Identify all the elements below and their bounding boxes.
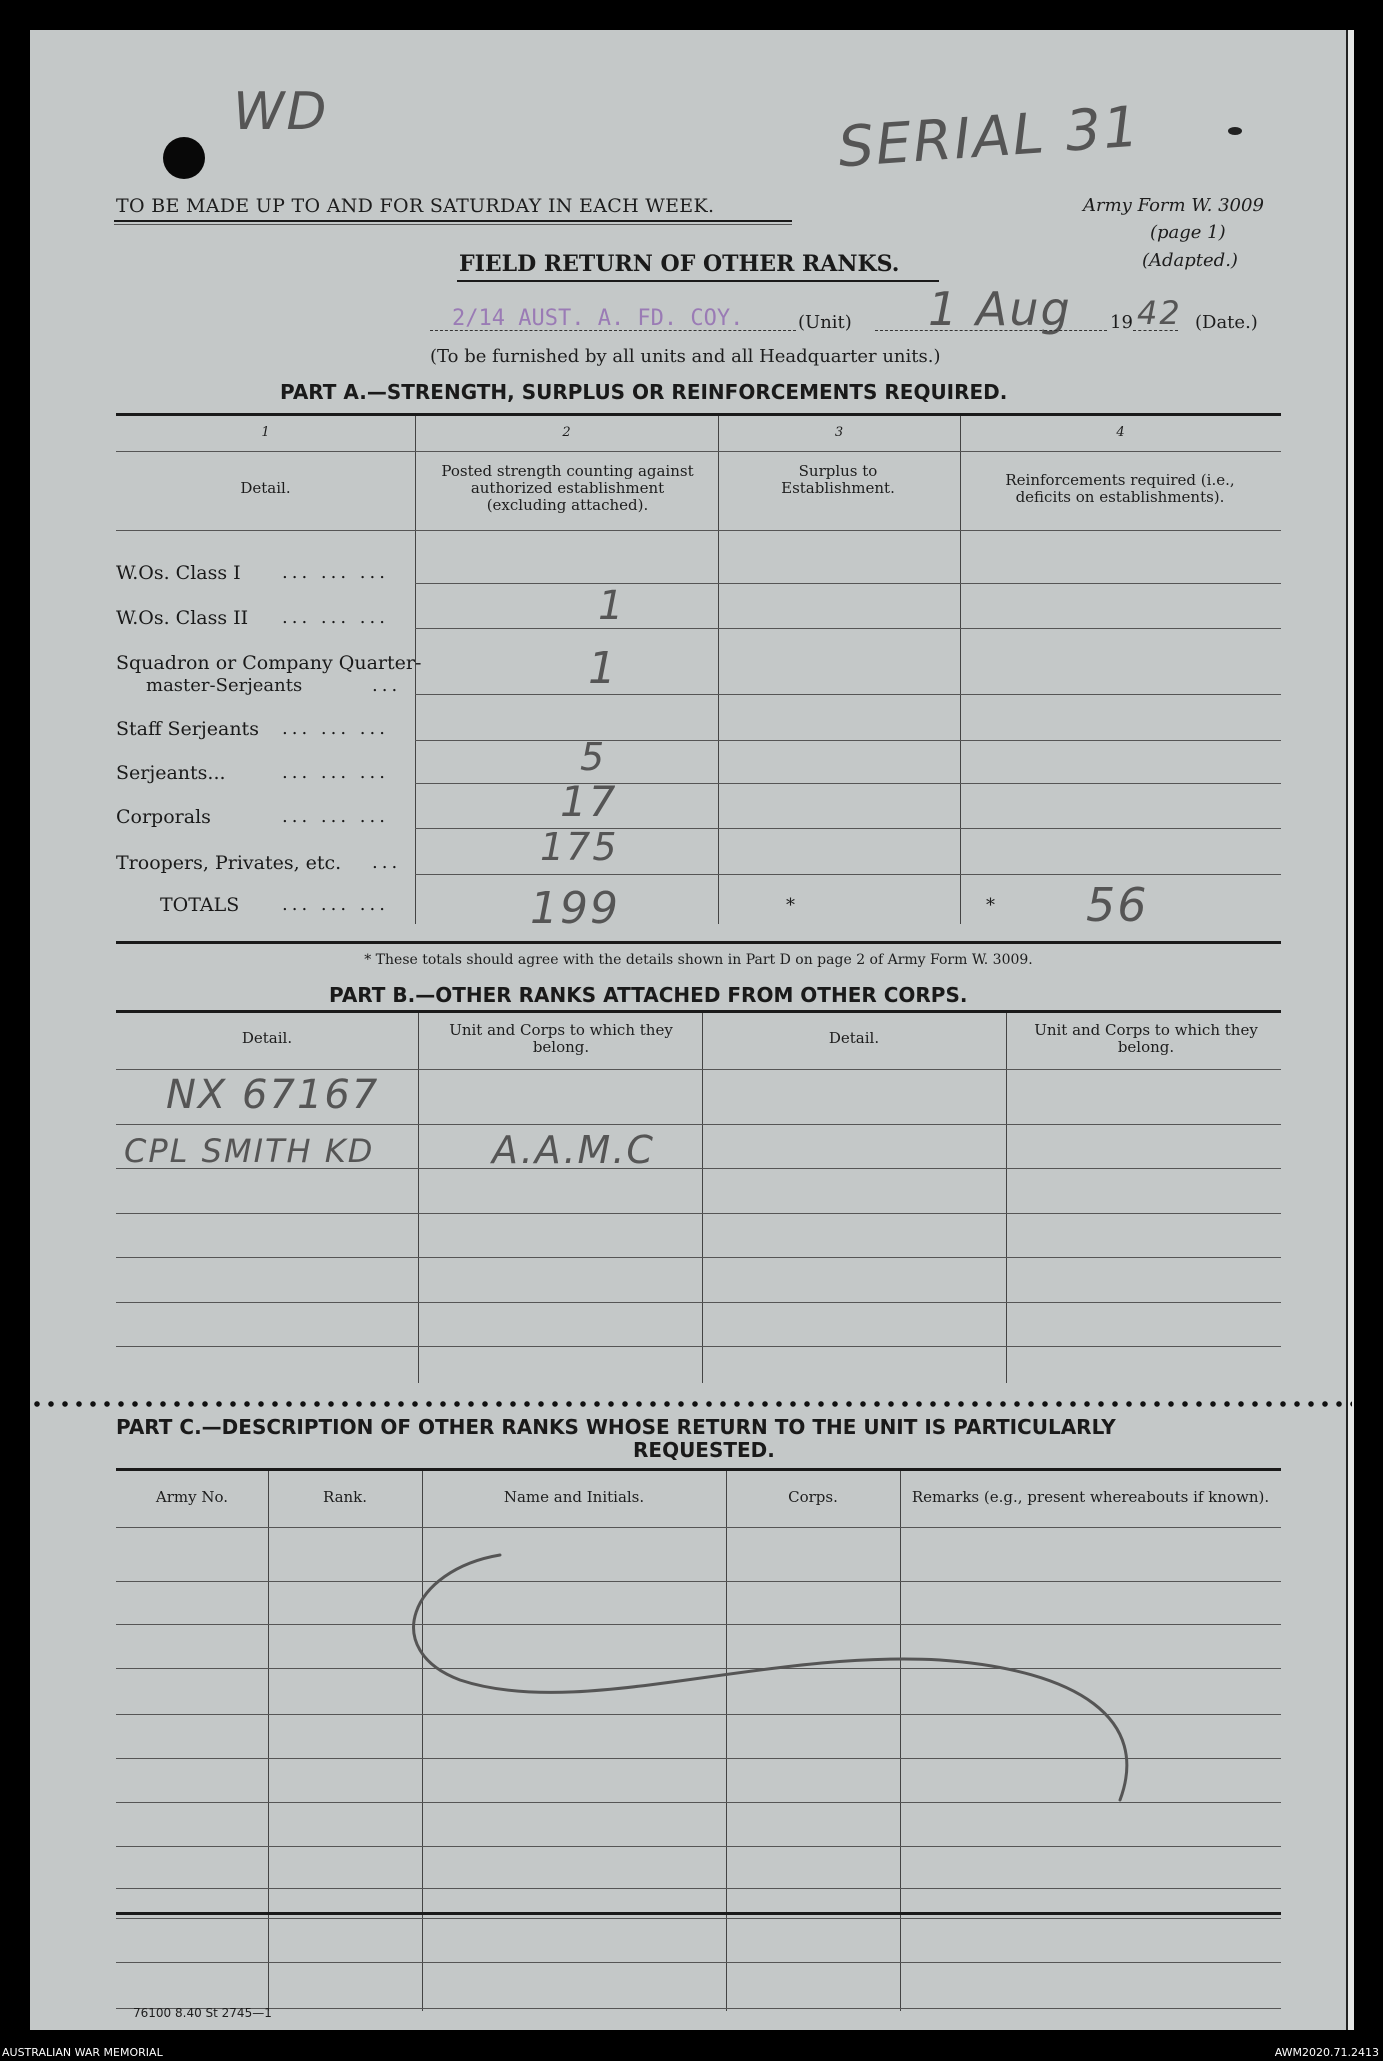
col-number-1: 1 [261,425,270,440]
reinforcement-asterisk: * [986,895,995,916]
posted-value: 5 [580,735,607,779]
row-label: Staff Serjeants [116,718,259,740]
part-c-header-name: Name and Initials. [503,1488,645,1506]
part-c-header-army-no: Army No. [155,1488,229,1506]
col-number-rule [116,451,1281,452]
part-c-bottom-rule [116,2008,1281,2009]
year-prefix: 19 [1110,312,1133,333]
attached-corps: A.A.M.C [492,1128,655,1172]
row-line [415,694,1281,695]
part-c-header-rank: Rank. [322,1488,368,1506]
part-b-header-detail-2: Detail. [828,1029,880,1047]
header-posted-strength: Posted strength counting against authorized establishment (excluding attached). [441,462,694,514]
header-reinforcements: Reinforcements required (i.e., deficits on establishments). [1005,471,1235,506]
row-label: Corporals [116,806,211,828]
perforation-line [30,1400,1352,1408]
attached-name: CPL SMITH KD [124,1132,375,1170]
part-c-header-rule [116,1527,1281,1528]
header-detail: Detail. [240,479,291,497]
part-b-row-line [116,1124,1281,1125]
instruction-text: TO BE MADE UP TO AND FOR SATURDAY IN EACH WEEK. [116,195,715,217]
instruction-underline [114,220,792,222]
part-c-top-rule [116,1468,1281,1471]
part-a-bottom-rule [116,941,1281,944]
row-label: Troopers, Privates, etc. [116,852,342,874]
totals-posted: 199 [530,883,620,934]
row-dots: ... ... ... [282,607,389,628]
date-label: (Date.) [1195,312,1258,333]
part-c-header-corps: Corps. [788,1488,838,1506]
col-number-3: 3 [834,425,844,440]
part-b-top-rule [116,1010,1281,1013]
part-b-row-line [116,1257,1281,1258]
title-underline [457,280,939,282]
row-dots: ... [372,675,402,696]
row-dots: ... [372,852,402,873]
form-adapted: (Adapted.) [1142,250,1238,271]
part-c-title-line1: PART C.—DESCRIPTION OF OTHER RANKS WHOSE RETURN TO THE UNIT IS PARTICULARLY [116,1415,1116,1439]
row-line [415,783,1281,784]
part-a-top-rule [116,413,1281,416]
paper-edge [1346,30,1354,2030]
posted-value: 1 [598,583,626,629]
part-c-row-line [116,1888,1281,1889]
row-line [415,874,1281,875]
part-c-row-line [116,1918,1281,1919]
row-dots: ... ... ... [282,562,389,583]
part-b-header-rule [116,1069,1281,1070]
row-dots: ... ... ... [282,718,389,739]
year-handwritten: 42 [1137,294,1182,332]
part-b-row-line [116,1346,1281,1347]
part-b-header-unit: Unit and Corps to which they belong. [449,1021,673,1056]
unit-label: (Unit) [798,312,852,333]
part-c-title-line2: REQUESTED. [633,1438,775,1462]
part-c-row-line [116,1846,1281,1847]
col-number-4: 4 [1116,425,1125,440]
pencil-cancel-mark [380,1540,1160,1810]
part-a-col-div-2 [718,416,719,924]
row-dots: ... ... ... [282,762,389,783]
row-label-continued: master-Serjeants [146,675,303,696]
totals-reinforcements: 56 [1086,878,1149,932]
part-c-col-div-1 [268,1471,269,2011]
part-a-title: PART A.—STRENGTH, SURPLUS OR REINFORCEMENTS REQUIRED. [280,380,1008,404]
part-b-header-detail: Detail. [241,1029,293,1047]
page-mark [1228,127,1242,135]
part-b-row-line [116,1302,1281,1303]
part-b-header-unit-2: Unit and Corps to which they belong. [1034,1021,1258,1056]
form-title: FIELD RETURN OF OTHER RANKS. [459,251,900,277]
row-label: W.Os. Class II [116,607,249,629]
row-line [415,583,1281,584]
part-b-row-line [116,1213,1281,1214]
part-a-footnote: * These totals should agree with the details shown in Part D on page 2 of Army Form W. 3009. [364,952,1033,968]
posted-value: 175 [540,825,619,869]
form-number: Army Form W. 3009 [1083,195,1264,216]
instruction-underline-2 [114,224,792,225]
attached-army-number: NX 67167 [166,1072,380,1118]
handwritten-serial: SERIAL 31 [836,94,1143,181]
header-rule [116,530,1281,531]
row-line [415,628,1281,629]
row-label: Squadron or Company Quarter- [116,652,422,674]
part-c-row-line [116,1962,1281,1963]
row-line [415,740,1281,741]
year-line [1133,330,1178,332]
totals-label: TOTALS [160,894,240,916]
part-c-double-rule [116,1912,1281,1915]
row-dots: ... ... ... [282,806,389,827]
row-label: Serjeants... [116,762,226,784]
part-a-col-div-3 [960,416,961,924]
furnish-note: (To be furnished by all units and all Headquarter units.) [430,346,941,367]
date-handwritten: 1 Aug [928,282,1072,336]
footer-left: AUSTRALIAN WAR MEMORIAL [2,2046,163,2059]
surplus-asterisk: * [786,895,795,916]
punch-hole [163,137,205,179]
totals-dots: ... ... ... [282,894,389,915]
row-label: W.Os. Class I [116,562,241,584]
header-surplus: Surplus to Establishment. [781,462,895,497]
form-page-label: (page 1) [1150,222,1226,243]
unit-stamp: 2/14 AUST. A. FD. COY. [452,306,744,331]
handwritten-wd: WD [233,82,329,142]
part-c-header-remarks: Remarks (e.g., present whereabouts if known). [911,1488,1270,1506]
print-code: 76100 8.40 St 2745—1 [133,2006,272,2020]
date-line [875,330,1107,332]
posted-value: 17 [560,777,618,826]
part-b-title: PART B.—OTHER RANKS ATTACHED FROM OTHER CORPS. [329,983,968,1007]
unit-line [430,330,796,332]
footer-right: AWM2020.71.2413 [1274,2046,1379,2059]
posted-value: 1 [588,643,618,694]
col-number-2: 2 [562,425,571,440]
